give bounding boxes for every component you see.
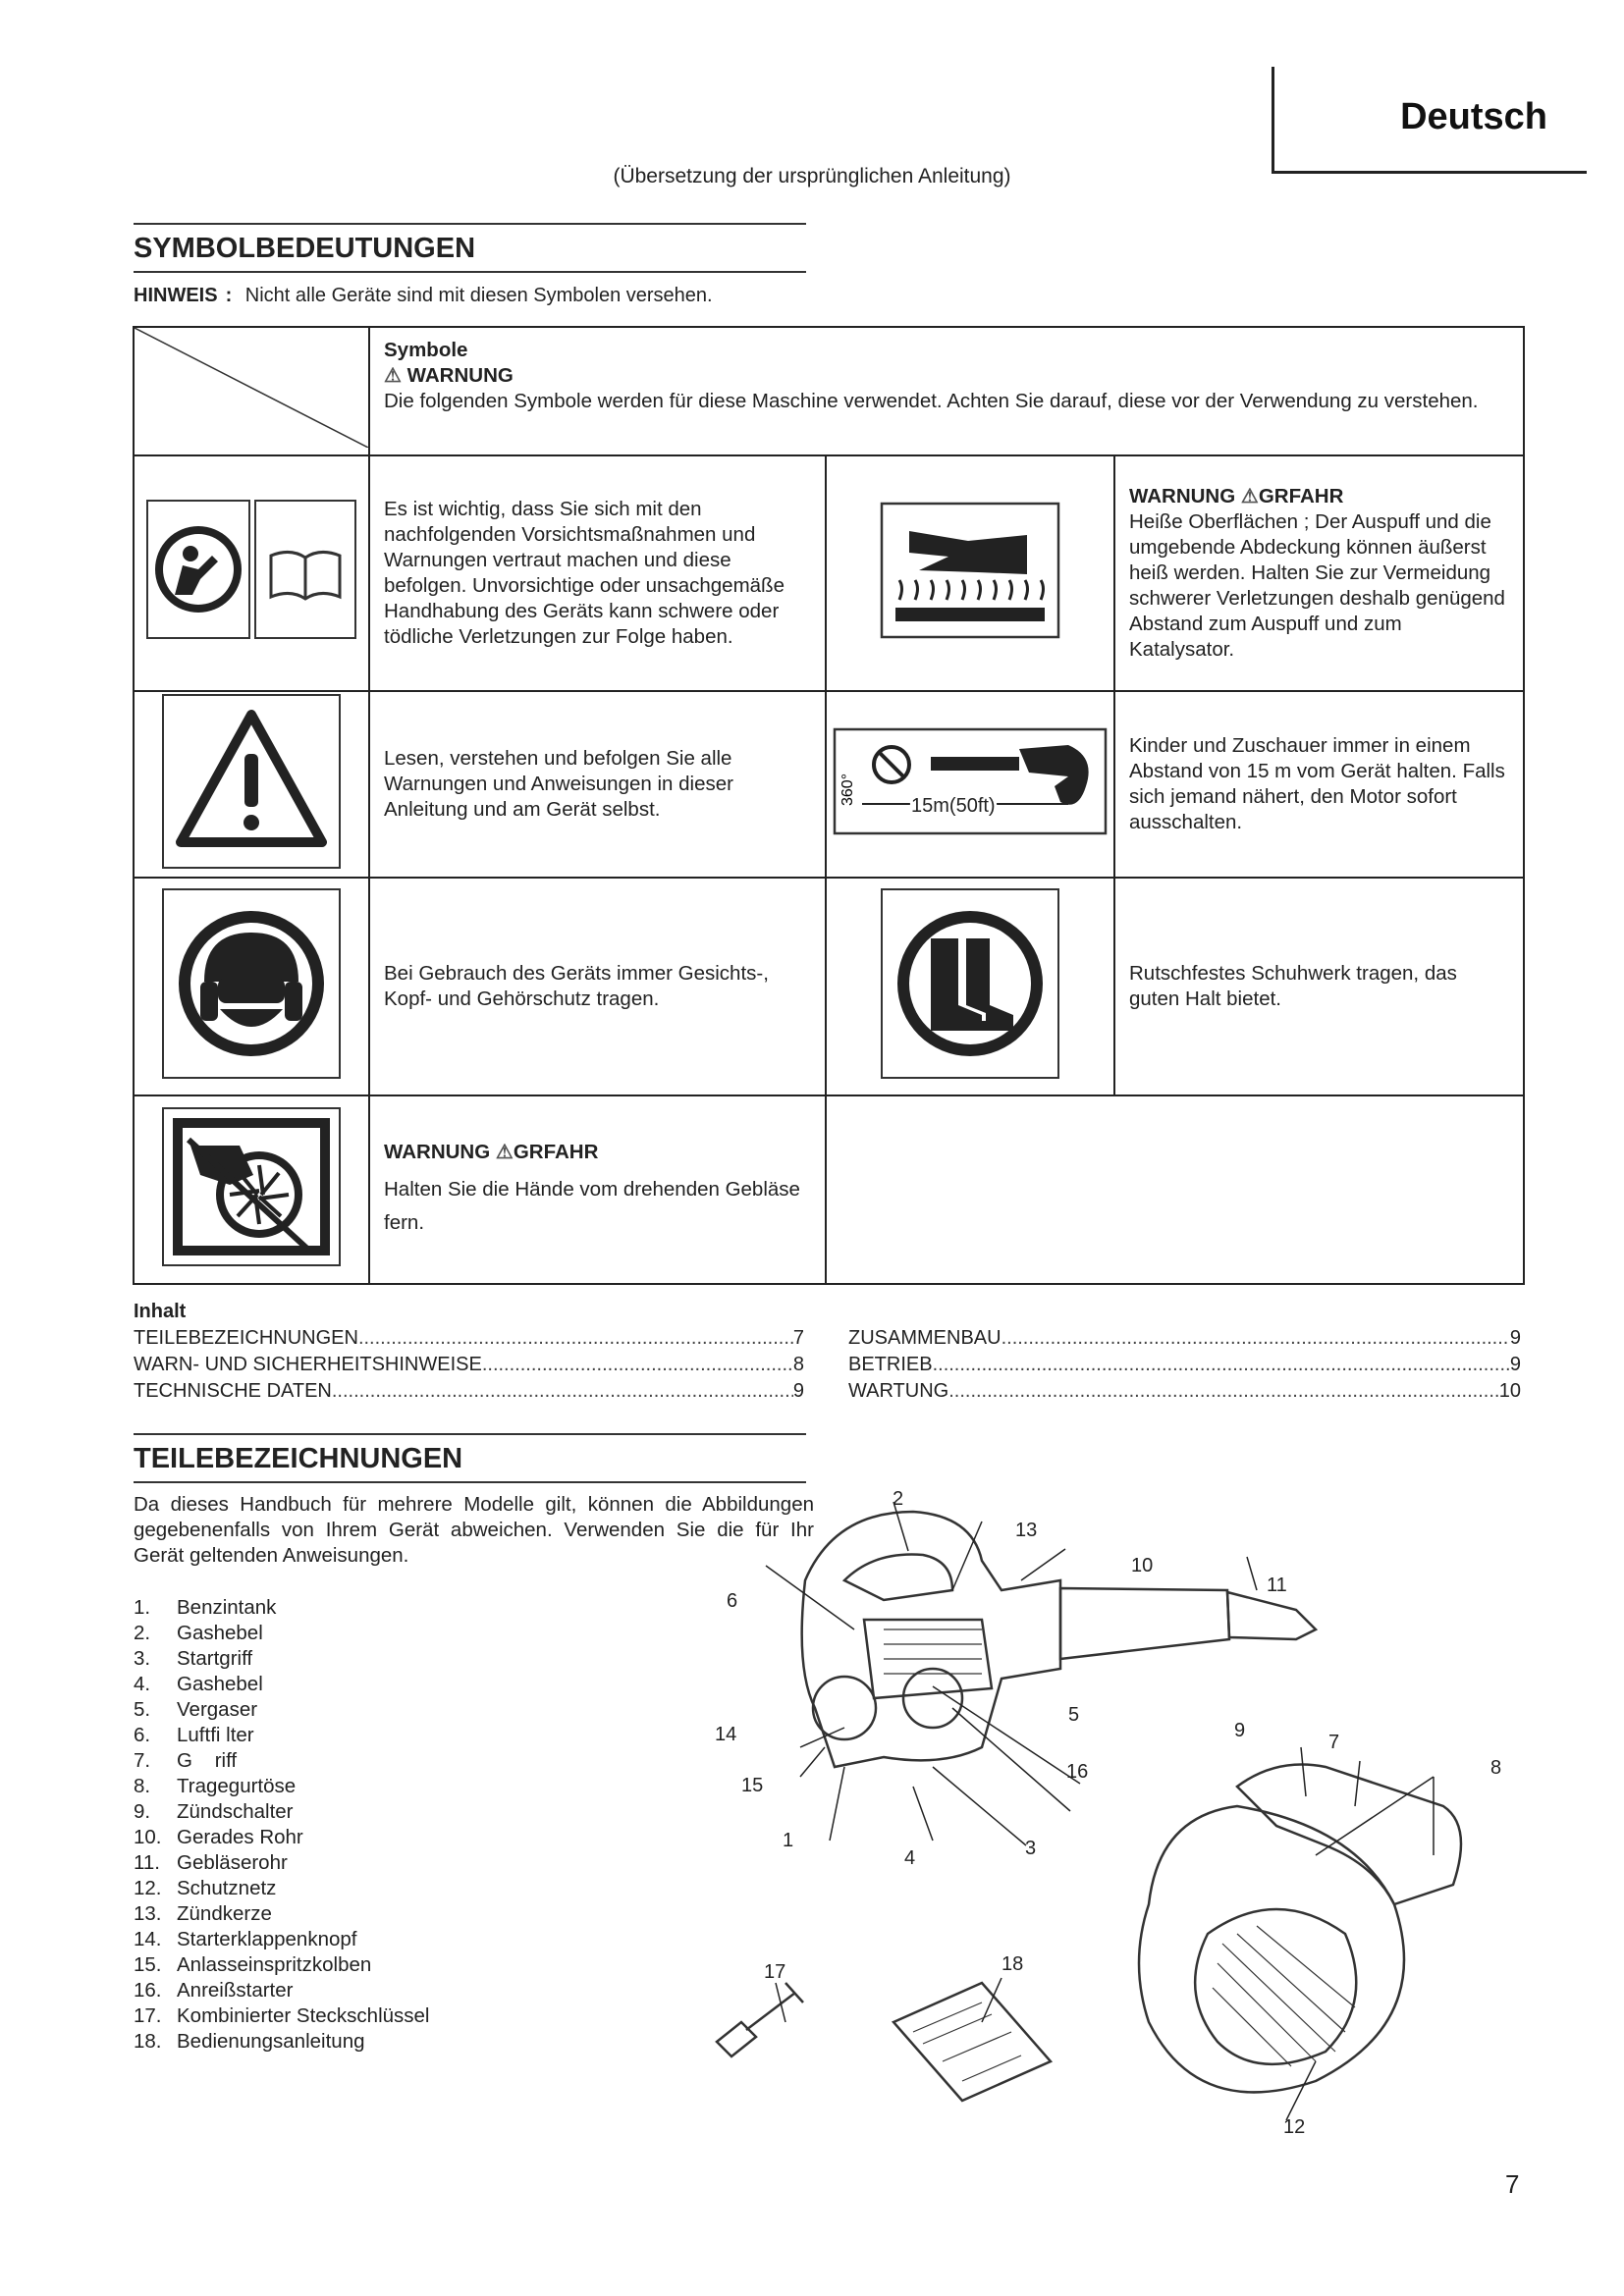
list-item: 8. Tragegurtöse: [134, 1775, 297, 1797]
callout-17: 17: [764, 1961, 786, 1983]
list-item: 4. Gashebel: [134, 1673, 263, 1695]
toc-entry[interactable]: TEILEBEZEICHNUNGEN ..... 7: [134, 1325, 804, 1352]
header-warning: WARNUNG: [406, 364, 514, 387]
callout-4: 4: [904, 1847, 916, 1869]
callout-2: 2: [893, 1488, 904, 1510]
boots-text-cell: [1114, 878, 1524, 1095]
parts-intro: Da dieses Handbuch für mehrere Modelle gilt, können die Abbildungen gegebenenfalls von Ihrem Gerät abweichen. Verwenden Sie die für Ihr Gerät geltenden Anweisungen.: [134, 1493, 814, 1567]
safety-boots-icon: [880, 887, 1060, 1080]
fan-warning-icon-cell: [134, 1095, 369, 1284]
angle-label: 360°: [839, 773, 856, 806]
note-label: HINWEIS: [134, 285, 218, 306]
toc-entry[interactable]: BETRIEB ..... 9: [848, 1352, 1521, 1378]
contents-right: [848, 1325, 1521, 1405]
list-item: 16. Anreißstarter: [134, 1979, 294, 2002]
list-item: 5. Vergaser: [134, 1698, 258, 1721]
read-manual-text: Es ist wichtig, dass Sie sich mit den nachfolgenden Vorsichtsmaßnahmen und Warnungen vertraut machen und diese befolgen. Unvorsichtige oder unsachgemäße Handhabung des Geräts kann schwere oder tödliche Verletzungen zur Folge haben.: [384, 498, 785, 648]
blower-parts-diagram: [687, 1472, 1532, 2160]
toc-entry[interactable]: WARTUNG ..... 10: [848, 1378, 1521, 1405]
hot-surface-icon-cell: [826, 455, 1114, 691]
read-manual-text-cell: [369, 455, 826, 691]
hot-surface-warning-title: WARNUNG: [1129, 485, 1236, 507]
hot-surface-icon: [880, 502, 1060, 639]
read-manual-icon-cell: [134, 455, 369, 691]
list-item: 6. Luftfi lter: [134, 1724, 254, 1746]
callout-12: 12: [1283, 2116, 1306, 2138]
contents-left: [134, 1299, 804, 1405]
general-warning-icon: [161, 693, 342, 870]
list-item: 7. G riff: [134, 1749, 238, 1772]
header-text: Die folgenden Symbole werden für diese Maschine verwendet. Achten Sie darauf, diese vor der Verwendung zu verstehen.: [384, 390, 1479, 412]
warning-triangle-icon: ⚠: [1240, 486, 1259, 507]
read-manual-icon: [143, 497, 359, 644]
page-number: 7: [1505, 2169, 1520, 2199]
list-item: 3. Startgriff: [134, 1647, 253, 1670]
language-label: Deutsch: [1400, 96, 1547, 137]
callout-6: 6: [727, 1590, 738, 1612]
header-diagonal-cell: [134, 327, 369, 455]
header-title: Symbole: [384, 339, 468, 361]
protection-text-cell: [369, 878, 826, 1095]
list-item: 17. Kombinierter Steckschlüssel: [134, 2004, 430, 2027]
callout-18: 18: [1001, 1953, 1024, 1975]
callout-15: 15: [741, 1775, 764, 1796]
fan-warning-text-cell: [369, 1095, 826, 1284]
toc-entry[interactable]: TECHNISCHE DATEN ..... 9: [134, 1378, 804, 1405]
list-item: 13. Zündkerze: [134, 1902, 272, 1925]
protection-icon-cell: [134, 878, 369, 1095]
general-warning-text-cell: [369, 691, 826, 878]
diagonal-line: [135, 328, 368, 448]
parts-list: [134, 1595, 430, 2055]
callout-14: 14: [715, 1724, 737, 1745]
distance-text-cell: [1114, 691, 1524, 878]
list-item: 9. Zündschalter: [134, 1800, 294, 1823]
language-tab: [1272, 67, 1587, 174]
symbols-note: HINWEIS : Nicht alle Geräte sind mit diesen Symbolen versehen.: [134, 285, 713, 306]
header-cell: [369, 327, 1524, 455]
symbols-heading: SYMBOLBEDEUTUNGEN: [134, 223, 806, 273]
list-item: 11. Gebläserohr: [134, 1851, 288, 1874]
hot-surface-text: Heiße Oberflächen ; Der Auspuff und die umgebende Abdeckung können äußerst heiß werden. Halten Sie zur Vermeidung schwerer Verletzungen deshalb genügend Abstand zum Auspuff und zum Katalysator.: [1129, 510, 1505, 661]
callout-3: 3: [1025, 1838, 1037, 1859]
callout-1: 1: [783, 1830, 794, 1851]
protection-text: Bei Gebrauch des Geräts immer Gesichts-, Kopf- und Gehörschutz tragen.: [384, 962, 769, 1010]
toc-entry[interactable]: WARN- UND SICHERHEITSHINWEISE ..... 8: [134, 1352, 804, 1378]
fan-warning-text: Halten Sie die Hände vom drehenden Gebläse fern.: [384, 1178, 800, 1234]
symbol-table: [133, 326, 1525, 1285]
boots-text: Rutschfestes Schuhwerk tragen, das guten Halt bietet.: [1129, 962, 1457, 1010]
callout-13: 13: [1015, 1520, 1038, 1541]
list-item: 18. Bedienungsanleitung: [134, 2030, 365, 2053]
list-item: 10. Gerades Rohr: [134, 1826, 303, 1848]
contents-heading: Inhalt: [134, 1301, 187, 1322]
keep-distance-icon: [833, 727, 1108, 835]
hot-surface-text-cell: [1114, 455, 1524, 691]
list-item: 12. Schutznetz: [134, 1877, 277, 1899]
translation-subtitle: (Übersetzung der ursprünglichen Anleitung): [613, 165, 1011, 187]
warning-triangle-icon: ⚠: [384, 365, 402, 387]
distance-label: 15m(50ft): [911, 794, 996, 817]
callout-8: 8: [1490, 1757, 1502, 1779]
callout-10: 10: [1131, 1555, 1154, 1576]
note-text: Nicht alle Geräte sind mit diesen Symbolen versehen.: [244, 285, 713, 306]
list-item: 15. Anlasseinspritzkolben: [134, 1953, 372, 1976]
warning-triangle-icon: ⚠: [495, 1142, 514, 1163]
list-item: 1. Benzintank: [134, 1596, 277, 1619]
fan-warning-suffix: GRFAHR: [513, 1141, 599, 1163]
distance-text: Kinder und Zuschauer immer in einem Abstand von 15 m vom Gerät halten. Falls sich jemand nähert, den Motor sofort ausschalten.: [1129, 734, 1505, 833]
callout-16: 16: [1066, 1761, 1089, 1783]
general-warning-icon-cell: [134, 691, 369, 878]
list-item: 14. Starterklappenknopf: [134, 1928, 357, 1950]
boots-icon-cell: [826, 878, 1114, 1095]
parts-heading: TEILEBEZEICHNUNGEN: [134, 1433, 806, 1483]
callout-5: 5: [1068, 1704, 1080, 1726]
empty-cell: [826, 1095, 1524, 1284]
callout-7: 7: [1328, 1732, 1340, 1753]
head-protection-icon: [161, 887, 342, 1080]
rotating-fan-icon: [161, 1106, 342, 1267]
toc-entry[interactable]: ZUSAMMENBAU ..... 9: [848, 1325, 1521, 1352]
distance-icon-cell: [826, 691, 1114, 878]
fan-warning-title: WARNUNG: [384, 1141, 491, 1163]
callout-9: 9: [1234, 1720, 1246, 1741]
list-item: 2. Gashebel: [134, 1622, 263, 1644]
callout-11: 11: [1267, 1575, 1287, 1596]
hot-surface-warning-suffix: GRFAHR: [1258, 485, 1344, 507]
general-warning-text: Lesen, verstehen und befolgen Sie alle Warnungen und Anweisungen in dieser Anleitung und am Gerät selbst.: [384, 747, 733, 821]
